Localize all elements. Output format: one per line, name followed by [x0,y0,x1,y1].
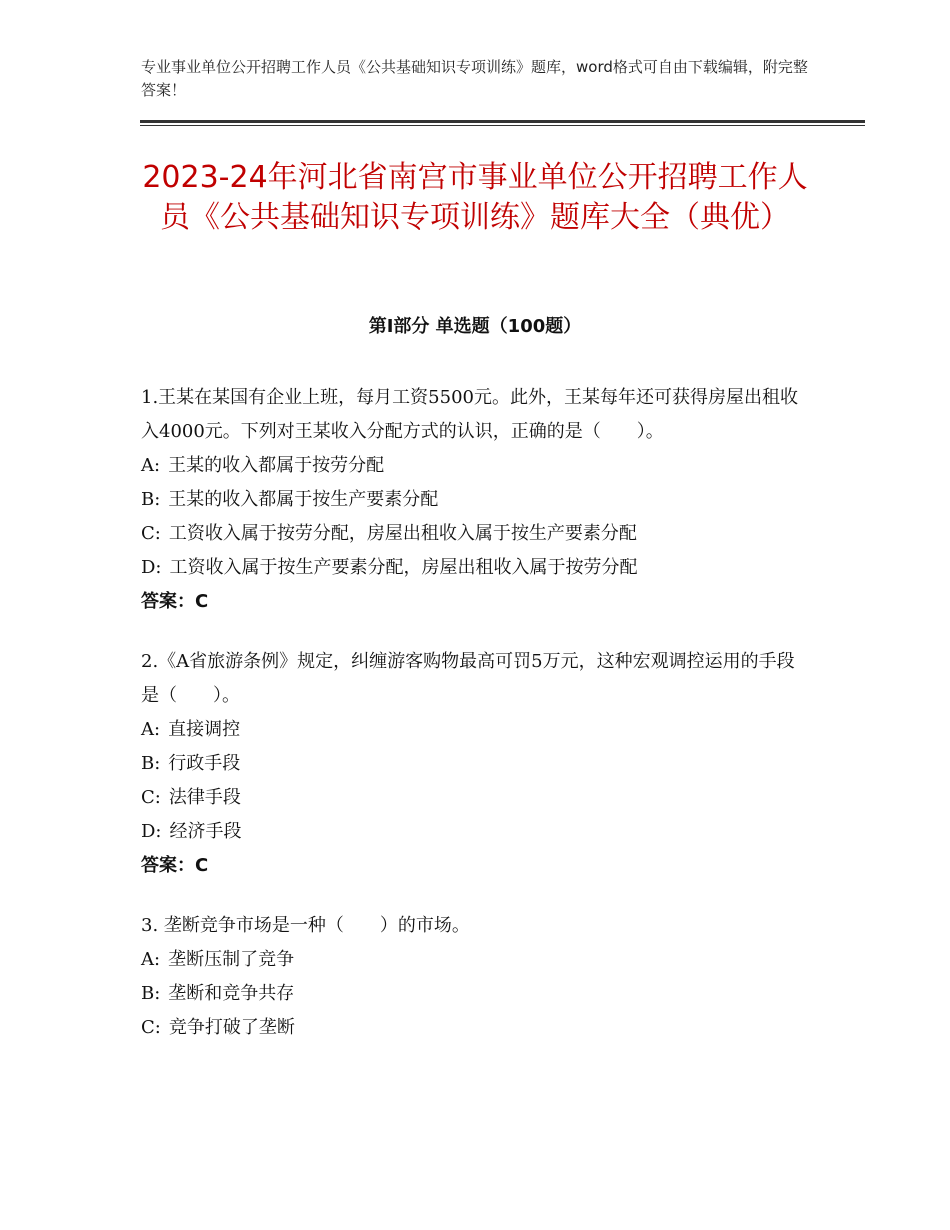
option-text: 垄断压制了竞争 [168,949,295,970]
section-title: 第Ⅰ部分 单选题（100题） [368,316,582,337]
question-stem: 1.王某在某国有企业上班，每月工资5500元。此外，王某每年还可获得房屋出租收入4000元。下列对王某收入分配方式的认识，正确的是（ ）。 [141,387,798,442]
option-letter: C: [141,1017,161,1038]
option-letter: A: [141,719,161,740]
option-text: 行政手段 [168,753,241,774]
option-b [141,977,809,1011]
document-title: 2023-24年河北省南宫市事业单位公开招聘工作人员《公共基础知识专项训练》题库大全（典优） [142,160,808,235]
option-d [141,551,809,585]
option-text: 垄断和竞争共存 [168,983,295,1004]
option-text: 工资收入属于按劳分配，房屋出租收入属于按生产要素分配 [168,523,637,544]
question-2 [141,645,809,883]
question-stem: 3. 垄断竞争市场是一种（ ）的市场。 [141,915,470,936]
option-letter: B: [141,753,161,774]
option-c [141,1011,809,1045]
option-text: 王某的收入都属于按生产要素分配 [168,489,439,510]
option-letter: A: [141,949,161,970]
question-1 [141,381,809,619]
option-letter: A: [141,455,161,476]
option-a [141,713,809,747]
question-list [141,381,809,1071]
option-letter: C: [141,787,161,808]
option-a [141,943,809,977]
header-divider-thin [140,125,865,126]
option-text: 经济手段 [169,821,242,842]
option-b [141,483,809,517]
header-note: 专业事业单位公开招聘工作人员《公共基础知识专项训练》题库，word格式可自由下载编辑，附完整答案！ [141,58,808,99]
option-b [141,747,809,781]
option-c [141,517,809,551]
option-d [141,815,809,849]
header-divider-thick [140,120,865,123]
option-text: 工资收入属于按生产要素分配，房屋出租收入属于按劳分配 [169,557,638,578]
option-text: 直接调控 [168,719,241,740]
option-a [141,449,809,483]
option-letter: B: [141,983,161,1004]
option-letter: D: [141,557,162,578]
answer-label: 答案：C [141,855,209,876]
question-3 [141,909,809,1045]
option-c [141,781,809,815]
option-letter: D: [141,821,162,842]
answer-label: 答案：C [141,591,209,612]
option-letter: B: [141,489,161,510]
question-stem: 2.《A省旅游条例》规定，纠缠游客购物最高可罚5万元，这种宏观调控运用的手段是（ ）。 [141,651,795,706]
option-text: 王某的收入都属于按劳分配 [168,455,385,476]
option-text: 法律手段 [168,787,241,808]
option-text: 竞争打破了垄断 [168,1017,295,1038]
option-letter: C: [141,523,161,544]
